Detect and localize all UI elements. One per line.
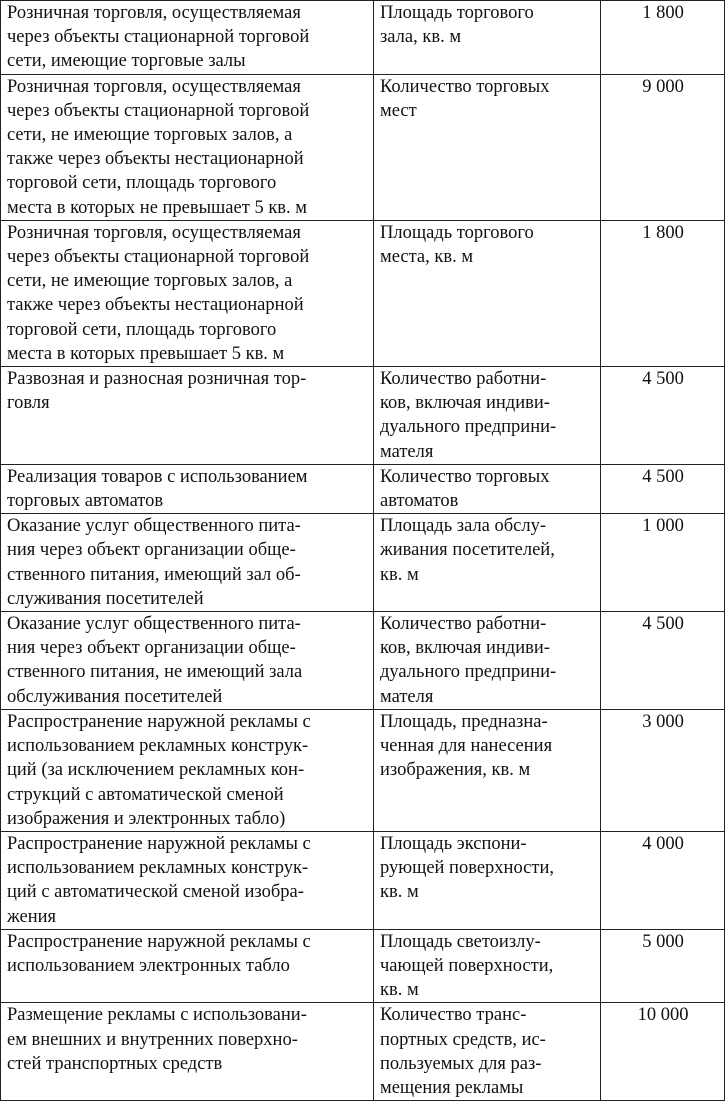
activity-cell: Розничная торговля, осуществляемая через объекты стационарной торговой сети, не имеющие торговых залов, а также через объекты нестационарной торговой сети, площадь торгового места в которых не превышает 5 кв. м [1, 74, 374, 220]
indicator-cell: Площадь торгового места, кв. м [374, 220, 601, 366]
value-cell: 1 800 [601, 1, 725, 75]
table-row [1, 220, 725, 366]
value-cell: 4 500 [601, 612, 725, 710]
table-row [1, 514, 725, 612]
table-row [1, 74, 725, 220]
indicator-cell: Количество торговых мест [374, 74, 601, 220]
value-cell: 1 000 [601, 514, 725, 612]
table-row [1, 929, 725, 1003]
value-cell: 4 000 [601, 831, 725, 929]
activity-cell: Распространение наружной рекламы с использованием рекламных конструк- ций с автоматической сменой изобра- жения [1, 831, 374, 929]
value-cell: 1 800 [601, 220, 725, 366]
indicator-cell: Количество торговых автоматов [374, 464, 601, 513]
activity-cell: Распространение наружной рекламы с использованием рекламных конструк- ций (за исключением рекламных кон- струкций с автоматической сменой изображения и электронных табло) [1, 709, 374, 831]
activity-cell: Оказание услуг общественного пита- ния через объект организации обще- ственного питания, имеющий зал об- служивания посетителей [1, 514, 374, 612]
table-row [1, 367, 725, 465]
activity-cell: Распространение наружной рекламы с использованием электронных табло [1, 929, 374, 1003]
indicator-cell: Площадь экспони- рующей поверхности, кв. м [374, 831, 601, 929]
value-cell: 4 500 [601, 367, 725, 465]
indicator-cell: Площадь торгового зала, кв. м [374, 1, 601, 75]
activity-cell: Развозная и разносная розничная тор- говля [1, 367, 374, 465]
table-row [1, 612, 725, 710]
value-cell: 4 500 [601, 464, 725, 513]
value-cell: 10 000 [601, 1003, 725, 1101]
value-cell: 9 000 [601, 74, 725, 220]
table-row [1, 1, 725, 75]
indicator-cell: Количество работни- ков, включая индиви- дуального предприни- мателя [374, 612, 601, 710]
value-cell: 3 000 [601, 709, 725, 831]
indicator-cell: Количество транс- портных средств, ис- пользуемых для раз- мещения рекламы [374, 1003, 601, 1101]
activity-cell: Розничная торговля, осуществляемая через объекты стационарной торговой сети, не имеющие торговых залов, а также через объекты нестационарной торговой сети, площадь торгового места в которых превышает 5 кв. м [1, 220, 374, 366]
table-row [1, 464, 725, 513]
activity-cell: Размещение рекламы с использовани- ем внешних и внутренних поверхно- стей транспортных средств [1, 1003, 374, 1101]
indicator-cell: Площадь, предназна- ченная для нанесения изображения, кв. м [374, 709, 601, 831]
indicator-cell: Площадь светоизлу- чающей поверхности, кв. м [374, 929, 601, 1003]
table-row [1, 709, 725, 831]
table-row [1, 1003, 725, 1101]
activity-cell: Розничная торговля, осуществляемая через объекты стационарной торговой сети, имеющие торговые залы [1, 1, 374, 75]
activity-cell: Реализация товаров с использованием торговых автоматов [1, 464, 374, 513]
activity-cell: Оказание услуг общественного пита- ния через объект организации обще- ственного питания, не имеющий зала обслуживания посетителей [1, 612, 374, 710]
indicator-cell: Количество работни- ков, включая индиви- дуального предприни- мателя [374, 367, 601, 465]
value-cell: 5 000 [601, 929, 725, 1003]
table-row [1, 831, 725, 929]
indicator-cell: Площадь зала обслу- живания посетителей, кв. м [374, 514, 601, 612]
